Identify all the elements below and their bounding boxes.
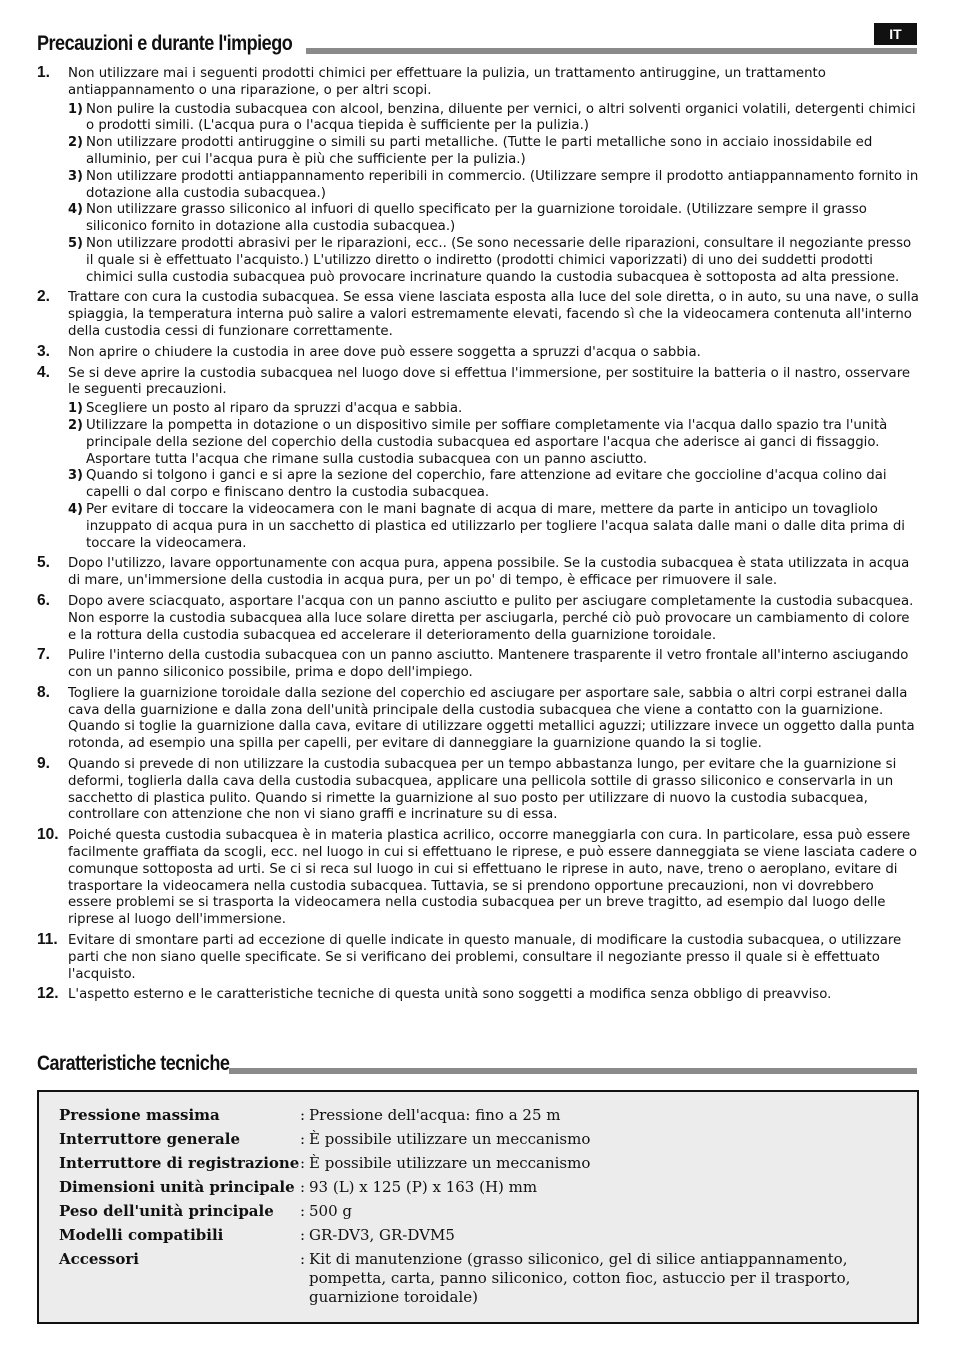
subitem-text: Scegliere un posto al riparo da spruzzi d'acqua e sabbia. bbox=[86, 401, 463, 417]
spec-value-cell bbox=[300, 1106, 860, 1130]
precaution-number: 5. bbox=[37, 554, 50, 572]
spec-label: Pressione massima bbox=[59, 1106, 220, 1124]
precaution-item bbox=[37, 556, 919, 590]
precaution-text: L'aspetto esterno e le caratteristiche tecniche di questa unità sono soggetti a modifica senza obbligo di preavviso. bbox=[68, 987, 832, 1003]
spec-row bbox=[59, 1226, 860, 1250]
spec-row bbox=[59, 1106, 860, 1130]
precaution-number: 12. bbox=[37, 985, 59, 1003]
spec-label: Modelli compatibili bbox=[59, 1226, 224, 1244]
subitem-number: 1) bbox=[68, 401, 83, 417]
spec-colon: : bbox=[300, 1106, 306, 1124]
spec-value-cell bbox=[300, 1202, 860, 1226]
precaution-text: Trattare con cura la custodia subacquea. Se essa viene lasciata esposta alla luce del sole diretta, o in auto, su una nave, o sulla spiaggia, la temperatura interna può salire a valori estremamente elevati, facendo sì che la videocamera contenuta all'interno della custodia cessi di funzionare correttamente. bbox=[68, 290, 919, 339]
precaution-subitem bbox=[68, 418, 919, 468]
subitem-number: 1) bbox=[68, 101, 83, 117]
specs-table bbox=[59, 1106, 860, 1312]
spec-label: Peso dell'unità principale bbox=[59, 1202, 274, 1220]
precaution-text: Pulire l'interno della custodia subacquea con un panno asciutto. Mantenere trasparente il vetro frontale all'interno asciugando con un panno siliconico possibile, prima e dopo dell'impiego. bbox=[68, 648, 909, 681]
subitem-number: 5) bbox=[68, 235, 83, 251]
precaution-number: 1. bbox=[37, 64, 50, 81]
spec-colon: : bbox=[300, 1226, 306, 1244]
precaution-text: Non utilizzare mai i seguenti prodotti chimici per effettuare la pulizia, un trattamento antiruggine, un trattamento antiappannamento o una riparazione, o per altri scopi. bbox=[68, 66, 826, 98]
precaution-number: 9. bbox=[37, 755, 50, 773]
spec-row bbox=[59, 1250, 860, 1312]
spec-colon: : bbox=[300, 1178, 306, 1196]
precaution-sublist bbox=[68, 401, 919, 552]
spec-label: Interruttore di registrazione bbox=[59, 1154, 300, 1172]
subitem-number: 4) bbox=[68, 501, 83, 517]
language-badge: IT bbox=[874, 23, 917, 45]
precaution-subitem bbox=[68, 401, 919, 418]
precaution-item bbox=[37, 987, 919, 1004]
spec-value-cell bbox=[300, 1250, 860, 1312]
spec-row bbox=[59, 1130, 860, 1154]
subitem-number: 4) bbox=[68, 202, 83, 218]
precaution-item bbox=[37, 828, 919, 929]
precaution-subitem bbox=[68, 102, 919, 136]
spec-row bbox=[59, 1178, 860, 1202]
precaution-subitem bbox=[68, 502, 919, 552]
spec-colon: : bbox=[300, 1202, 306, 1220]
precaution-text: Evitare di smontare parti ad eccezione di quelle indicate in questo manuale, di modificare la custodia subacquea, o utilizzare parti che non siano quelle specificate. Se si verificano dei problemi, consultare il negoziante presso il quale si è effettuato l'acquisto. bbox=[68, 933, 902, 982]
precaution-text: Dopo l'utilizzo, lavare opportunamente con acqua pura, appena possibile. Se la custodia subacquea è stata utilizzata in acqua di mare, un'immersione della custodia in acqua pura, per un po' di tempo, è efficace per rimuovere il sale. bbox=[68, 556, 910, 589]
subitem-text: Non utilizzare grasso siliconico al infuori di quello specificato per la guarnizione toroidale. (Utilizzare sempre il grasso siliconico fornito in dotazione alla custodia subacquea.) bbox=[86, 202, 867, 235]
subitem-text: Utilizzare la pompetta in dotazione o un dispositivo simile per soffiare completamente via l'acqua dallo spazio tra l'unità principale della sezione del coperchio della custodia subacquea ed asportare l'acqua che aderisce ai ganci di fissaggio. Asportare tutta l'acqua che rimane sulla custodia subacquea con un panno asciutto. bbox=[86, 417, 888, 467]
subitem-text: Non utilizzare prodotti abrasivi per le riparazioni, ecc.. (Se sono necessarie delle riparazioni, consultare il negoziante presso il quale si è effettuato l'acquisto.) L'utilizzo diretto o indiretto (prodotti chimici vaporizzati) di uno dei suddetti prodotti chimici sulla custodia subacquea può provocare incrinature quando la custodia subacquea è sottoposta ad alta pressione. bbox=[86, 235, 912, 285]
spec-value: GR-DV3, GR-DVM5 bbox=[309, 1226, 455, 1244]
precaution-subitem bbox=[68, 236, 919, 286]
precaution-item bbox=[37, 757, 919, 824]
spec-label: Dimensioni unità principale bbox=[59, 1178, 295, 1196]
subitem-number: 3) bbox=[68, 468, 83, 484]
precaution-item bbox=[37, 342, 919, 362]
precautions-heading bbox=[37, 33, 917, 54]
spec-colon: : bbox=[300, 1154, 306, 1172]
spec-value-cell bbox=[300, 1226, 860, 1250]
subitem-number: 2) bbox=[68, 135, 83, 151]
precaution-subitem bbox=[68, 468, 919, 502]
spec-label: Interruttore generale bbox=[59, 1130, 240, 1148]
precaution-text: Se si deve aprire la custodia subacquea nel luogo dove si effettua l'immersione, per sostituire la batteria o il nastro, osservare le seguenti precauzioni. bbox=[68, 365, 911, 398]
subitem-number: 3) bbox=[68, 168, 83, 184]
precaution-item bbox=[37, 591, 919, 644]
subitem-text: Non utilizzare prodotti antiappannamento reperibili in commercio. (Utilizzare sempre il prodotto antiappannamento fornito in dotazione alla custodia subacquea.) bbox=[86, 168, 919, 201]
spec-row bbox=[59, 1202, 860, 1226]
spec-value: È possibile utilizzare un meccanismo bbox=[309, 1154, 591, 1172]
spec-row bbox=[59, 1154, 860, 1178]
subitem-text: Non utilizzare prodotti antiruggine o simili su parti metalliche. (Tutte le parti metalliche sono in acciaio inossidabile ed alluminio, per cui l'acqua pura è più che sufficiente per la pulizia.) bbox=[86, 135, 873, 167]
precaution-item bbox=[37, 648, 919, 682]
precaution-subitem bbox=[68, 202, 919, 236]
precaution-text: Dopo avere sciacquato, asportare l'acqua con un panno asciutto e pulito per asciugare completamente la custodia subacquea. Non esporre la custodia subacquea alla luce solare diretta per asciugarla, perché ciò può provocare un cambiamento di colore e la rottura della custodia subacquea ed accelerare il deterioramento della guarnizione toroidale. bbox=[68, 593, 914, 643]
specs-title: Caratteristiche tecniche bbox=[37, 1052, 230, 1075]
spec-value-cell bbox=[300, 1154, 860, 1178]
precaution-subitem bbox=[68, 169, 919, 203]
spec-colon: : bbox=[300, 1130, 306, 1148]
precaution-number: 8. bbox=[37, 683, 50, 701]
precaution-item bbox=[37, 683, 919, 753]
precaution-number: 4. bbox=[37, 363, 50, 381]
precaution-item bbox=[37, 290, 919, 340]
precaution-sublist bbox=[68, 102, 919, 287]
heading-rule bbox=[306, 48, 917, 54]
spec-label: Accessori bbox=[59, 1250, 139, 1268]
precaution-subitem bbox=[68, 135, 919, 169]
precautions-list bbox=[37, 66, 919, 1008]
spec-value: 93 (L) x 125 (P) x 163 (H) mm bbox=[309, 1178, 538, 1196]
precaution-text: Togliere la guarnizione toroidale dalla sezione del coperchio ed asciugare per asportare sale, sabbia o altri corpi estranei dalla cava della guarnizione e dalla zona dell'unità principale della custodia subacquea che viene a contatto con la guarnizione. Quando si toglie la guarnizione dalla cava, evitare di utilizzare oggetti metallici aguzzi; utilizzare invece un oggetto dalla punta rotonda, ad esempio una spilla per capelli, per evitare di danneggiare la guarnizione quando la si toglie. bbox=[68, 685, 915, 752]
specs-box bbox=[37, 1090, 919, 1324]
precaution-item bbox=[37, 933, 919, 983]
spec-value: Kit di manutenzione (grasso siliconico, gel di silice antiappannamento, pompetta, carta, panno siliconico, cotton fioc, astuccio per il trasporto, guarnizione toroidale) bbox=[309, 1250, 851, 1306]
spec-value: Pressione dell'acqua: fino a 25 m bbox=[309, 1106, 561, 1124]
precaution-text: Non aprire o chiudere la custodia in aree dove può essere soggetta a spruzzi d'acqua o sabbia. bbox=[68, 344, 701, 360]
precaution-number: 11. bbox=[37, 931, 58, 949]
spec-value-cell bbox=[300, 1130, 860, 1154]
subitem-number: 2) bbox=[68, 417, 83, 433]
precaution-text: Poiché questa custodia subacquea è in materia plastica acrilico, occorre maneggiarla con cura. In particolare, essa può essere facilmente graffiata da scogli, ecc. nel luogo in cui si effettuano le riprese, e può essere danneggiata se viene lasciata cadere o comunque sottoposta ad urti. Se ci si reca sul luogo in cui si effettuano le riprese in auto, nave, treno o aeroplano, evitare di trasportare la videocamera nella custodia subacquea. Tuttavia, se si prendono opportune precauzioni, non vi dovrebbero essere problemi se si trasporta la videocamera nella custodia subacquea per un breve tragitto, ad esempio dal luogo delle riprese al luogo dell'immersione. bbox=[68, 828, 918, 928]
precautions-title: Precauzioni e durante l'impiego bbox=[37, 32, 293, 55]
precaution-number: 2. bbox=[37, 288, 50, 306]
precaution-text: Quando si prevede di non utilizzare la custodia subacquea per un tempo abbastanza lungo, per evitare che la guarnizione si deformi, toglierla dalla cava della custodia subacquea, applicare una pellicola sottile di grasso siliconico e conservarla in un sacchetto di plastica pulito. Quando si rimette la guarnizione al suo posto per utilizzare di nuovo la custodia subacquea, controllare con attenzione che non vi siano graffi e incrinature su di essa. bbox=[68, 757, 897, 823]
precaution-item bbox=[37, 66, 919, 286]
subitem-text: Per evitare di toccare la videocamera con le mani bagnate di acqua di mare, mettere da parte in anticipo un tovagliolo inzuppato di acqua pura in un sacchetto di plastica ed utilizzarlo per togliere l'acqua salata dalle mani o dalle dita prima di toccare la videocamera. bbox=[86, 501, 905, 551]
precaution-number: 3. bbox=[37, 342, 50, 360]
spec-value: 500 g bbox=[309, 1202, 353, 1220]
precaution-number: 10. bbox=[37, 826, 59, 844]
precaution-number: 7. bbox=[37, 646, 50, 664]
subitem-text: Quando si tolgono i ganci e si apre la sezione del coperchio, fare attenzione ad evitare che goccioline d'acqua colino dai capelli o dal corpo e finiscano dentro la custodia subacquea. bbox=[86, 468, 887, 501]
specs-heading-rule bbox=[229, 1068, 917, 1074]
specs-heading bbox=[37, 1053, 917, 1074]
precaution-number: 6. bbox=[37, 591, 50, 609]
subitem-text: Non pulire la custodia subacquea con alcool, benzina, diluente per vernici, o altri solventi organici volatili, detergenti chimici o prodotti simili. (L'acqua pura o l'acqua tiepida è sufficiente per la pulizia.) bbox=[86, 101, 916, 134]
precaution-item bbox=[37, 363, 919, 553]
spec-colon: : bbox=[300, 1250, 306, 1268]
spec-value: È possibile utilizzare un meccanismo bbox=[309, 1130, 591, 1148]
spec-value-cell bbox=[300, 1178, 860, 1202]
